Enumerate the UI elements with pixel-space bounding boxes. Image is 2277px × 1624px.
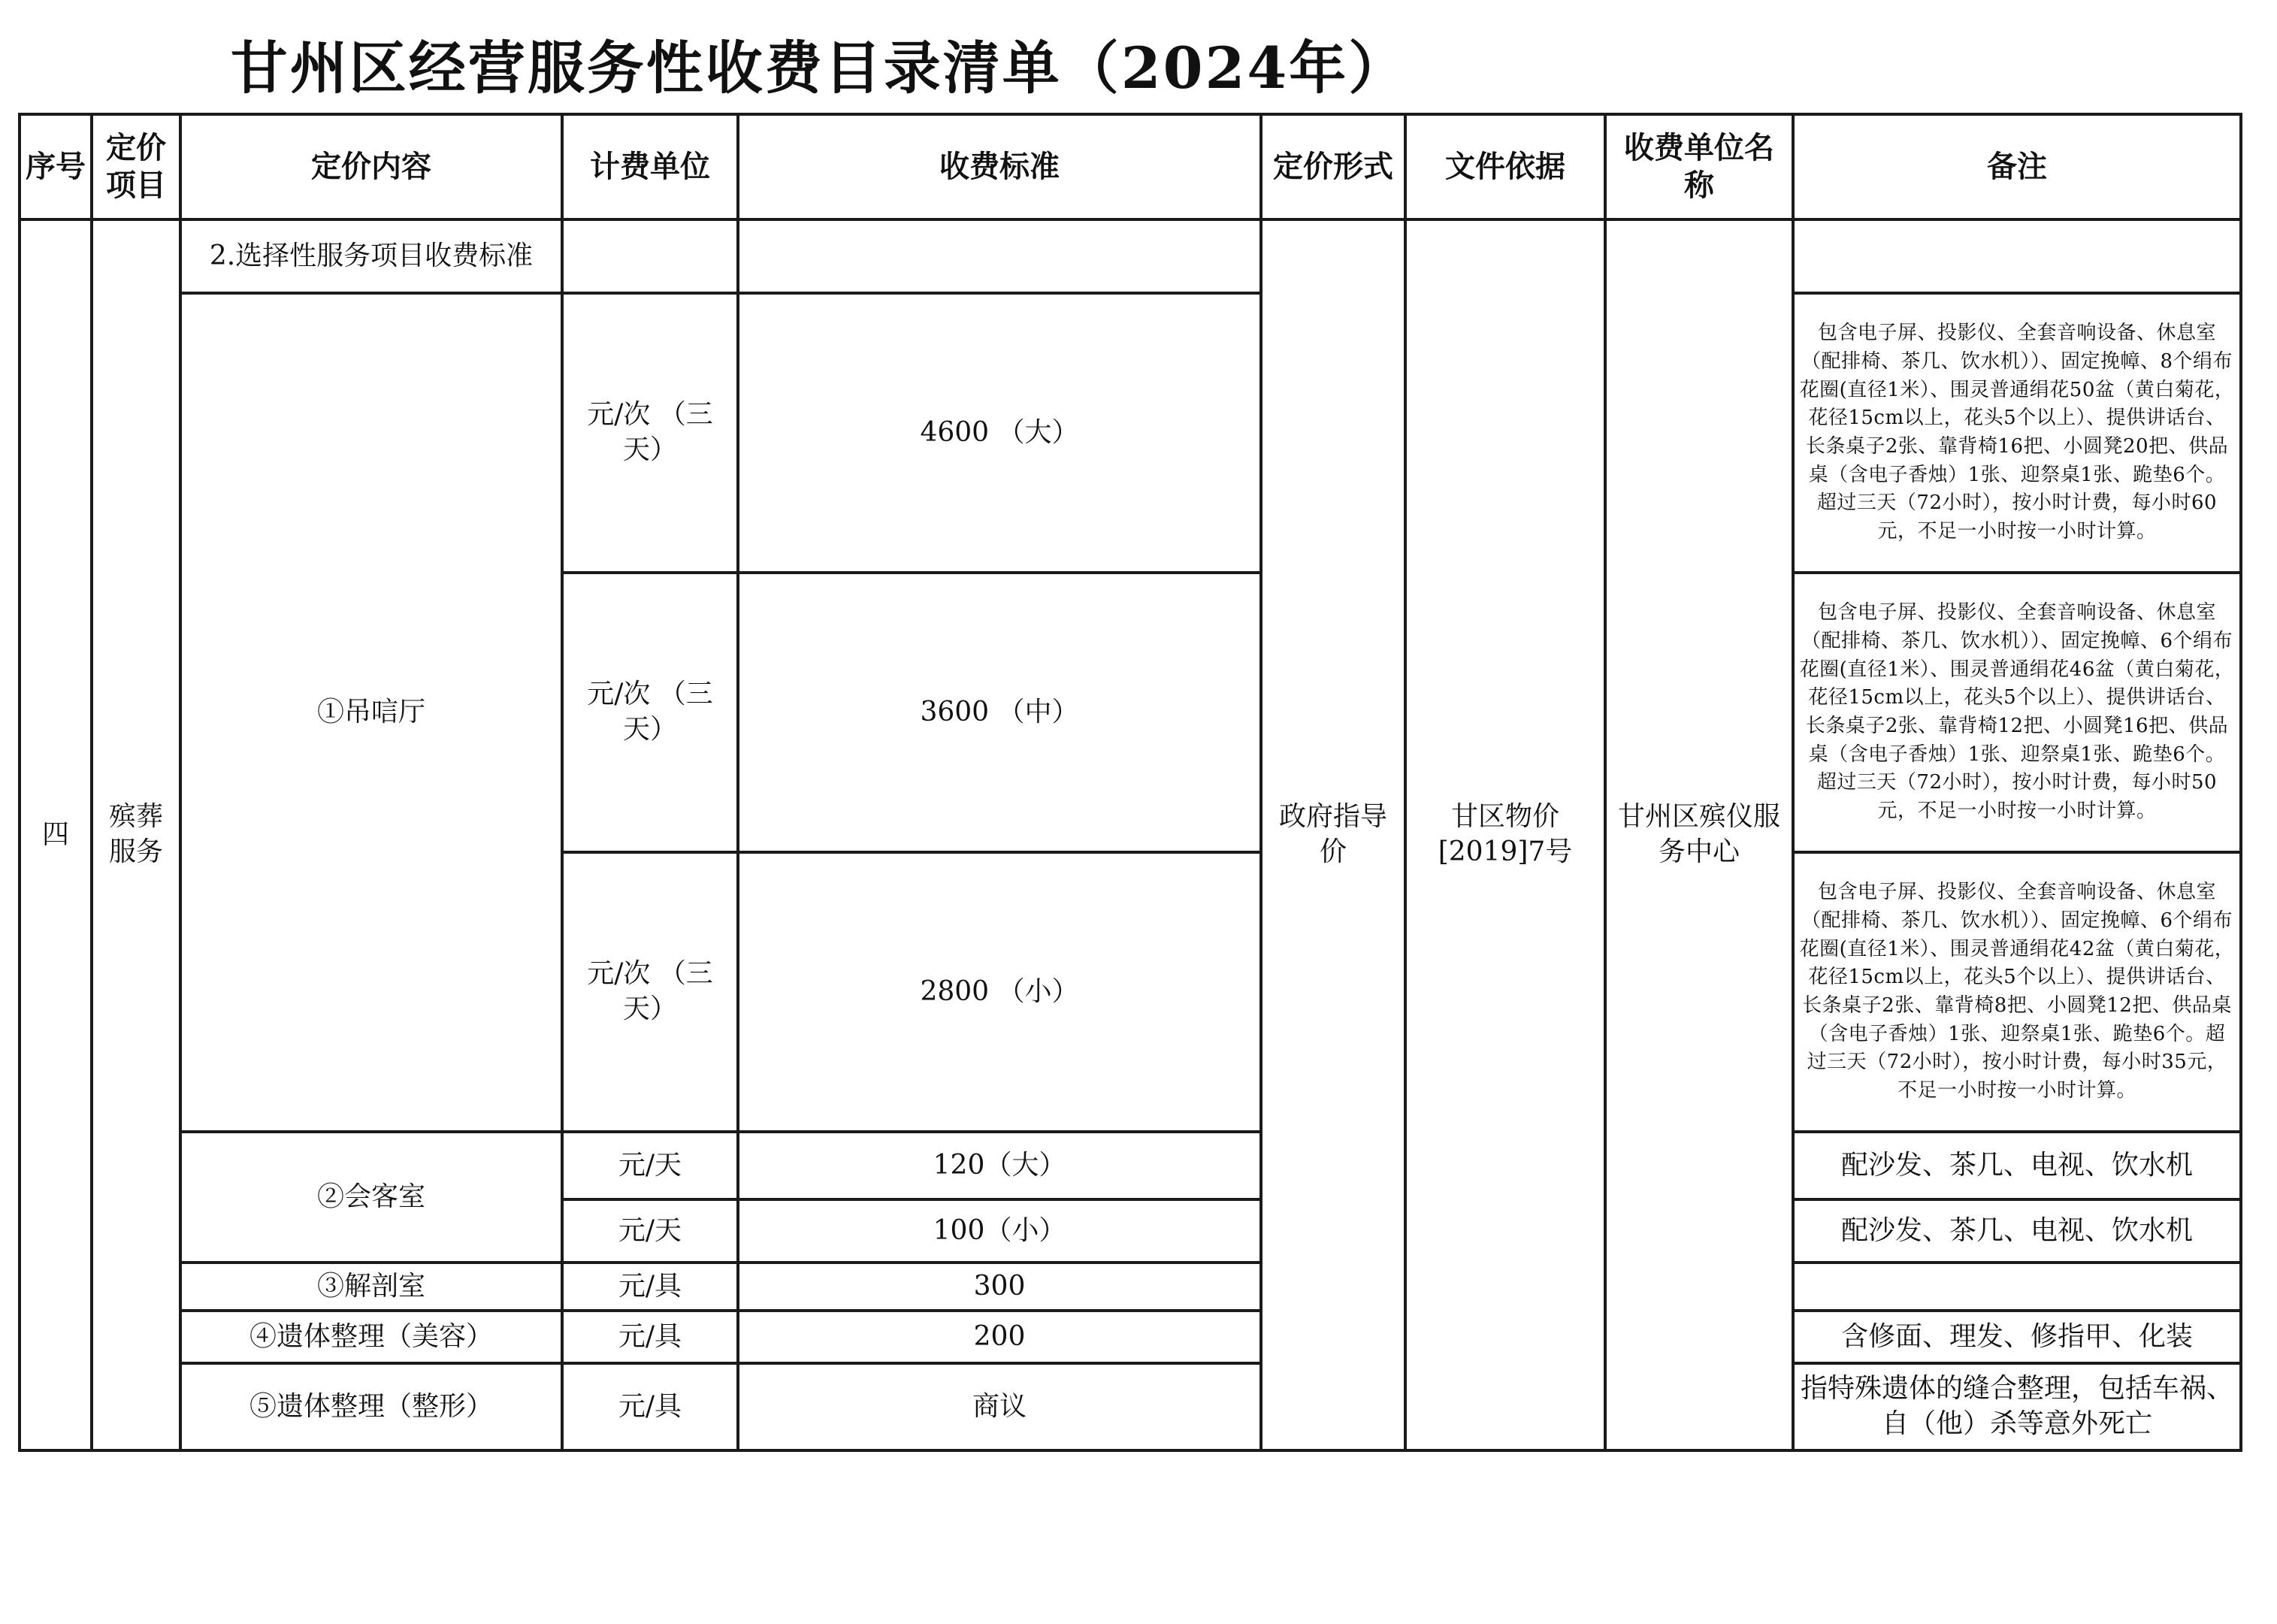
section-remark (1793, 219, 2241, 293)
item-name: ③解剖室 (180, 1263, 562, 1311)
item-standard: 商议 (738, 1363, 1261, 1450)
item-remark (1793, 1263, 2241, 1311)
reception-unit: 元/天 (562, 1132, 738, 1199)
reception-remark: 配沙发、茶几、电视、饮水机 (1793, 1199, 2241, 1263)
reception-name: ②会客室 (180, 1132, 562, 1263)
reception-remark: 配沙发、茶几、电视、饮水机 (1793, 1132, 2241, 1199)
item-unit: 元/具 (562, 1363, 738, 1450)
header-unit: 计费单位 (562, 114, 738, 219)
hall-standard: 3600 （中） (738, 573, 1261, 852)
table-row (20, 1263, 2241, 1311)
hall-name: ①吊唁厅 (180, 293, 562, 1132)
item-unit: 元/具 (562, 1311, 738, 1363)
table-row (20, 1363, 2241, 1450)
header-standard: 收费标准 (738, 114, 1261, 219)
group-form: 政府指导价 (1261, 219, 1405, 1450)
section-label: 2.选择性服务项目收费标准 (180, 219, 562, 293)
hall-unit: 元/次 （三天） (562, 573, 738, 852)
table-row (20, 293, 2241, 573)
reception-standard: 100（小） (738, 1199, 1261, 1263)
hall-standard: 4600 （大） (738, 293, 1261, 573)
page-title: 甘州区经营服务性收费目录清单（2024年） (230, 35, 1408, 101)
reception-standard: 120（大） (738, 1132, 1261, 1199)
item-standard: 200 (738, 1311, 1261, 1363)
hall-remark: 包含电子屏、投影仪、全套音响设备、休息室（配排椅、茶几、饮水机））、固定挽幛、8个绢布花圈(直径1米）、围灵普通绢花50盆（黄白菊花，花径15cm以上，花头5个以上）、提供讲话台、长条桌子2张、靠背椅16把、小圆凳20把、供品桌（含电子香烛）1张、迎祭桌1张、跪垫6个。超过三天（72小时），按小时计费，每小时60元，不足一小时按一小时计算。 (1793, 293, 2241, 573)
header-basis: 文件依据 (1405, 114, 1605, 219)
hall-standard: 2800 （小） (738, 852, 1261, 1132)
item-name: ⑤遗体整理（整形） (180, 1363, 562, 1450)
hall-remark: 包含电子屏、投影仪、全套音响设备、休息室（配排椅、茶几、饮水机））、固定挽幛、6个绢布花圈(直径1米）、围灵普通绢花42盆（黄白菊花，花径15cm以上，花头5个以上）、提供讲话台、长条桌子2张、靠背椅8把、小圆凳12把、供品桌（含电子香烛）1张、迎祭桌1张、跪垫6个。超过三天（72小时），按小时计费，每小时35元，不足一小时按一小时计算。 (1793, 852, 2241, 1132)
table-row (20, 219, 2241, 293)
header-row (20, 114, 2241, 219)
group-basis: 甘区物价[2019]7号 (1405, 219, 1605, 1450)
item-name: ④遗体整理（美容） (180, 1311, 562, 1363)
group-project: 殡葬服务 (92, 219, 180, 1450)
table-row (20, 1132, 2241, 1199)
item-unit: 元/具 (562, 1263, 738, 1311)
reception-unit: 元/天 (562, 1199, 738, 1263)
section-standard (738, 219, 1261, 293)
header-seq: 序号 (20, 114, 92, 219)
header-project: 定价项目 (92, 114, 180, 219)
header-remark: 备注 (1793, 114, 2241, 219)
group-org: 甘州区殡仪服务中心 (1605, 219, 1793, 1450)
section-unit (562, 219, 738, 293)
item-remark: 含修面、理发、修指甲、化装 (1793, 1311, 2241, 1363)
hall-unit: 元/次 （三天） (562, 852, 738, 1132)
item-standard: 300 (738, 1263, 1261, 1311)
fee-catalog-table (18, 113, 2242, 1452)
group-seq: 四 (20, 219, 92, 1450)
item-remark: 指特殊遗体的缝合整理，包括车祸、自（他）杀等意外死亡 (1793, 1363, 2241, 1450)
header-content: 定价内容 (180, 114, 562, 219)
header-form: 定价形式 (1261, 114, 1405, 219)
hall-remark: 包含电子屏、投影仪、全套音响设备、休息室（配排椅、茶几、饮水机））、固定挽幛、6个绢布花圈(直径1米）、围灵普通绢花46盆（黄白菊花，花径15cm以上，花头5个以上）、提供讲话台、长条桌子2张、靠背椅12把、小圆凳16把、供品桌（含电子香烛）1张、迎祭桌1张、跪垫6个。超过三天（72小时），按小时计费，每小时50元，不足一小时按一小时计算。 (1793, 573, 2241, 852)
hall-unit: 元/次 （三天） (562, 293, 738, 573)
header-org: 收费单位名称 (1605, 114, 1793, 219)
table-row (20, 1311, 2241, 1363)
